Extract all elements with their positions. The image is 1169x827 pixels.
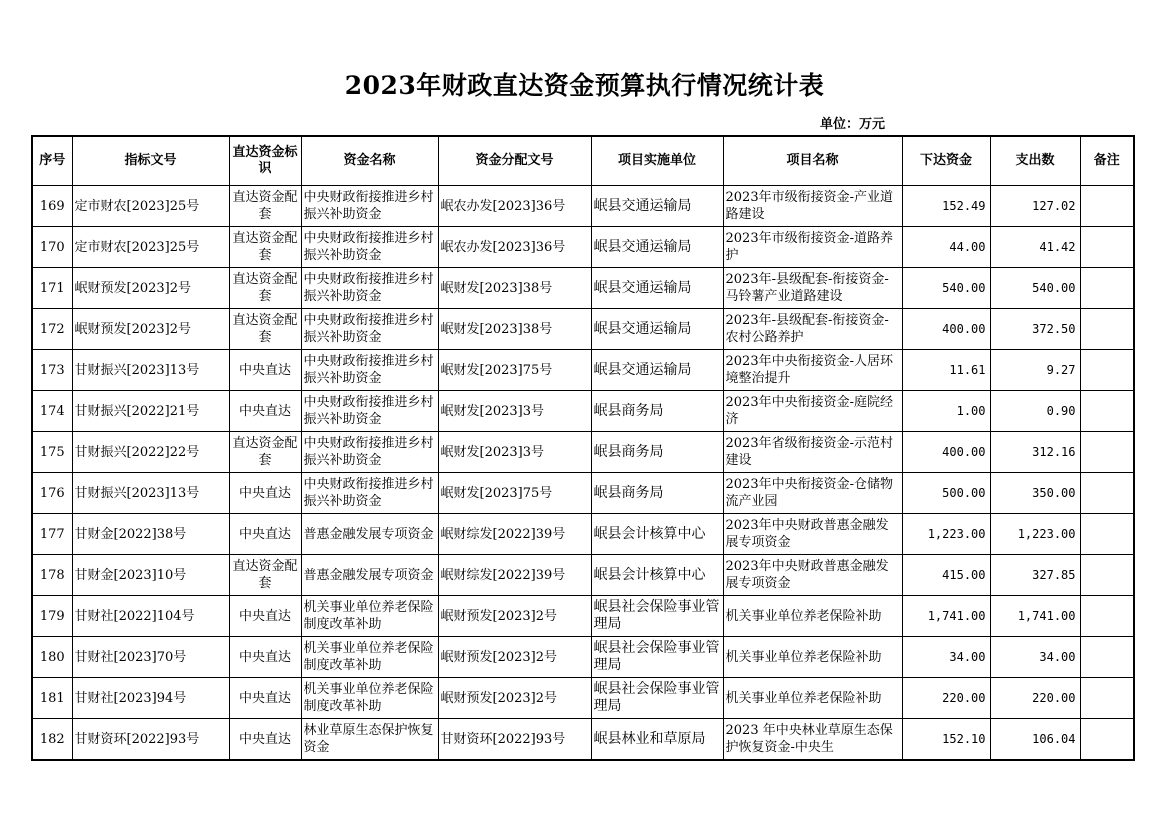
cell-allocation-doc: 岷财发[2023]75号 <box>438 350 591 391</box>
cell-allocation-doc: 岷财预发[2023]2号 <box>438 596 591 637</box>
budget-table <box>31 135 1135 761</box>
cell-allocation-doc: 岷财发[2023]38号 <box>438 309 591 350</box>
cell-type: 中央直达 <box>229 637 301 678</box>
table-row <box>32 309 1134 350</box>
cell-issued-amount: 152.49 <box>902 186 990 227</box>
cell-fund-name: 中央财政衔接推进乡村振兴补助资金 <box>301 432 438 473</box>
table-row <box>32 186 1134 227</box>
cell-type: 中央直达 <box>229 678 301 719</box>
cell-implementing-unit: 岷县交通运输局 <box>591 350 723 391</box>
cell-allocation-doc: 岷财发[2023]75号 <box>438 473 591 514</box>
table-header-row <box>32 136 1134 186</box>
cell-fund-name: 普惠金融发展专项资金 <box>301 514 438 555</box>
header-code: 指标文号 <box>72 136 229 186</box>
cell-type: 中央直达 <box>229 514 301 555</box>
table-row <box>32 473 1134 514</box>
cell-issued-amount: 44.00 <box>902 227 990 268</box>
table-row <box>32 637 1134 678</box>
cell-code: 甘财资环[2022]93号 <box>72 719 229 761</box>
cell-issued-amount: 34.00 <box>902 637 990 678</box>
cell-fund-name: 机关事业单位养老保险制度改革补助 <box>301 678 438 719</box>
cell-note <box>1080 186 1134 227</box>
table-row <box>32 555 1134 596</box>
cell-issued-amount: 400.00 <box>902 432 990 473</box>
cell-issued-amount: 400.00 <box>902 309 990 350</box>
header-proj: 项目名称 <box>723 136 902 186</box>
cell-code: 甘财振兴[2022]22号 <box>72 432 229 473</box>
cell-project-name: 2023年市级衔接资金-道路养护 <box>723 227 902 268</box>
cell-fund-name: 机关事业单位养老保险制度改革补助 <box>301 637 438 678</box>
cell-project-name: 2023年省级衔接资金-示范村建设 <box>723 432 902 473</box>
cell-project-name: 2023年-县级配套-衔接资金-马铃薯产业道路建设 <box>723 268 902 309</box>
cell-implementing-unit: 岷县会计核算中心 <box>591 555 723 596</box>
cell-allocation-doc: 岷财综发[2022]39号 <box>438 555 591 596</box>
cell-type: 中央直达 <box>229 350 301 391</box>
unit-label: 单位：万元 <box>820 117 886 132</box>
cell-note <box>1080 555 1134 596</box>
cell-code: 岷财预发[2023]2号 <box>72 309 229 350</box>
cell-code: 甘财振兴[2022]21号 <box>72 391 229 432</box>
cell-seq: 178 <box>32 555 72 596</box>
table-row <box>32 678 1134 719</box>
cell-code: 甘财社[2023]94号 <box>72 678 229 719</box>
cell-implementing-unit: 岷县林业和草原局 <box>591 719 723 761</box>
cell-type: 中央直达 <box>229 473 301 514</box>
cell-project-name: 机关事业单位养老保险补助 <box>723 596 902 637</box>
table-row <box>32 268 1134 309</box>
cell-implementing-unit: 岷县商务局 <box>591 473 723 514</box>
cell-code: 甘财振兴[2023]13号 <box>72 350 229 391</box>
cell-spent-amount: 327.85 <box>990 555 1080 596</box>
cell-note <box>1080 678 1134 719</box>
cell-implementing-unit: 岷县交通运输局 <box>591 268 723 309</box>
cell-project-name: 2023年中央财政普惠金融发展专项资金 <box>723 555 902 596</box>
cell-code: 定市财农[2023]25号 <box>72 227 229 268</box>
cell-implementing-unit: 岷县社会保险事业管理局 <box>591 637 723 678</box>
cell-spent-amount: 220.00 <box>990 678 1080 719</box>
cell-issued-amount: 220.00 <box>902 678 990 719</box>
header-spent: 支出数 <box>990 136 1080 186</box>
cell-note <box>1080 596 1134 637</box>
cell-spent-amount: 1,223.00 <box>990 514 1080 555</box>
cell-code: 定市财农[2023]25号 <box>72 186 229 227</box>
cell-note <box>1080 309 1134 350</box>
cell-note <box>1080 432 1134 473</box>
cell-allocation-doc: 岷财发[2023]3号 <box>438 391 591 432</box>
cell-spent-amount: 350.00 <box>990 473 1080 514</box>
cell-implementing-unit: 岷县社会保险事业管理局 <box>591 678 723 719</box>
cell-spent-amount: 127.02 <box>990 186 1080 227</box>
cell-type: 直达资金配套 <box>229 432 301 473</box>
cell-issued-amount: 1.00 <box>902 391 990 432</box>
cell-project-name: 机关事业单位养老保险补助 <box>723 678 902 719</box>
cell-project-name: 2023年-县级配套-衔接资金-农村公路养护 <box>723 309 902 350</box>
cell-seq: 175 <box>32 432 72 473</box>
cell-seq: 173 <box>32 350 72 391</box>
cell-fund-name: 普惠金融发展专项资金 <box>301 555 438 596</box>
cell-type: 直达资金配套 <box>229 268 301 309</box>
cell-fund-name: 中央财政衔接推进乡村振兴补助资金 <box>301 473 438 514</box>
cell-issued-amount: 415.00 <box>902 555 990 596</box>
cell-code: 甘财金[2022]38号 <box>72 514 229 555</box>
cell-project-name: 2023年中央衔接资金-人居环境整治提升 <box>723 350 902 391</box>
cell-allocation-doc: 岷财预发[2023]2号 <box>438 678 591 719</box>
cell-issued-amount: 11.61 <box>902 350 990 391</box>
cell-type: 直达资金配套 <box>229 227 301 268</box>
header-seq: 序号 <box>32 136 72 186</box>
cell-allocation-doc: 岷财发[2023]3号 <box>438 432 591 473</box>
cell-spent-amount: 34.00 <box>990 637 1080 678</box>
cell-fund-name: 中央财政衔接推进乡村振兴补助资金 <box>301 391 438 432</box>
table-row <box>32 596 1134 637</box>
cell-implementing-unit: 岷县社会保险事业管理局 <box>591 596 723 637</box>
cell-note <box>1080 473 1134 514</box>
cell-fund-name: 中央财政衔接推进乡村振兴补助资金 <box>301 186 438 227</box>
cell-type: 中央直达 <box>229 391 301 432</box>
cell-allocation-doc: 甘财资环[2022]93号 <box>438 719 591 761</box>
table-row <box>32 719 1134 761</box>
cell-fund-name: 中央财政衔接推进乡村振兴补助资金 <box>301 227 438 268</box>
cell-seq: 182 <box>32 719 72 761</box>
header-fund: 资金名称 <box>301 136 438 186</box>
cell-allocation-doc: 岷农办发[2023]36号 <box>438 186 591 227</box>
cell-note <box>1080 350 1134 391</box>
cell-code: 甘财社[2023]70号 <box>72 637 229 678</box>
cell-code: 甘财金[2023]10号 <box>72 555 229 596</box>
cell-code: 甘财振兴[2023]13号 <box>72 473 229 514</box>
cell-type: 直达资金配套 <box>229 309 301 350</box>
cell-implementing-unit: 岷县商务局 <box>591 432 723 473</box>
cell-note <box>1080 227 1134 268</box>
cell-note <box>1080 637 1134 678</box>
cell-code: 岷财预发[2023]2号 <box>72 268 229 309</box>
cell-project-name: 2023年中央财政普惠金融发展专项资金 <box>723 514 902 555</box>
cell-note <box>1080 719 1134 761</box>
table-row <box>32 350 1134 391</box>
cell-project-name: 2023年市级衔接资金-产业道路建设 <box>723 186 902 227</box>
cell-spent-amount: 312.16 <box>990 432 1080 473</box>
cell-spent-amount: 41.42 <box>990 227 1080 268</box>
table-row <box>32 432 1134 473</box>
cell-spent-amount: 106.04 <box>990 719 1080 761</box>
cell-project-name: 2023年中央衔接资金-庭院经济 <box>723 391 902 432</box>
cell-type: 中央直达 <box>229 596 301 637</box>
cell-allocation-doc: 岷农办发[2023]36号 <box>438 227 591 268</box>
cell-seq: 174 <box>32 391 72 432</box>
cell-seq: 176 <box>32 473 72 514</box>
cell-spent-amount: 0.90 <box>990 391 1080 432</box>
cell-spent-amount: 1,741.00 <box>990 596 1080 637</box>
cell-issued-amount: 152.10 <box>902 719 990 761</box>
cell-issued-amount: 540.00 <box>902 268 990 309</box>
cell-type: 直达资金配套 <box>229 555 301 596</box>
header-type: 直达资金标识 <box>229 136 301 186</box>
cell-seq: 181 <box>32 678 72 719</box>
cell-note <box>1080 268 1134 309</box>
cell-spent-amount: 540.00 <box>990 268 1080 309</box>
cell-seq: 169 <box>32 186 72 227</box>
cell-implementing-unit: 岷县交通运输局 <box>591 227 723 268</box>
header-unit: 项目实施单位 <box>591 136 723 186</box>
cell-note <box>1080 391 1134 432</box>
cell-type: 直达资金配套 <box>229 186 301 227</box>
cell-code: 甘财社[2022]104号 <box>72 596 229 637</box>
header-issued: 下达资金 <box>902 136 990 186</box>
cell-fund-name: 林业草原生态保护恢复资金 <box>301 719 438 761</box>
cell-allocation-doc: 岷财发[2023]38号 <box>438 268 591 309</box>
cell-implementing-unit: 岷县商务局 <box>591 391 723 432</box>
cell-seq: 172 <box>32 309 72 350</box>
cell-project-name: 2023 年中央林业草原生态保护恢复资金-中央生 <box>723 719 902 761</box>
cell-seq: 171 <box>32 268 72 309</box>
cell-fund-name: 中央财政衔接推进乡村振兴补助资金 <box>301 350 438 391</box>
cell-note <box>1080 514 1134 555</box>
cell-implementing-unit: 岷县交通运输局 <box>591 186 723 227</box>
table-row <box>32 227 1134 268</box>
page-title: 2023年财政直达资金预算执行情况统计表 <box>344 71 825 100</box>
cell-issued-amount: 1,741.00 <box>902 596 990 637</box>
cell-project-name: 机关事业单位养老保险补助 <box>723 637 902 678</box>
cell-implementing-unit: 岷县会计核算中心 <box>591 514 723 555</box>
table-row <box>32 391 1134 432</box>
cell-issued-amount: 1,223.00 <box>902 514 990 555</box>
cell-fund-name: 中央财政衔接推进乡村振兴补助资金 <box>301 268 438 309</box>
cell-fund-name: 机关事业单位养老保险制度改革补助 <box>301 596 438 637</box>
cell-seq: 179 <box>32 596 72 637</box>
cell-implementing-unit: 岷县交通运输局 <box>591 309 723 350</box>
cell-seq: 170 <box>32 227 72 268</box>
header-note: 备注 <box>1080 136 1134 186</box>
cell-seq: 180 <box>32 637 72 678</box>
cell-spent-amount: 9.27 <box>990 350 1080 391</box>
cell-allocation-doc: 岷财预发[2023]2号 <box>438 637 591 678</box>
cell-seq: 177 <box>32 514 72 555</box>
header-doc: 资金分配文号 <box>438 136 591 186</box>
cell-project-name: 2023年中央衔接资金-仓储物流产业园 <box>723 473 902 514</box>
table-row <box>32 514 1134 555</box>
cell-spent-amount: 372.50 <box>990 309 1080 350</box>
cell-allocation-doc: 岷财综发[2022]39号 <box>438 514 591 555</box>
cell-type: 中央直达 <box>229 719 301 761</box>
cell-issued-amount: 500.00 <box>902 473 990 514</box>
cell-fund-name: 中央财政衔接推进乡村振兴补助资金 <box>301 309 438 350</box>
